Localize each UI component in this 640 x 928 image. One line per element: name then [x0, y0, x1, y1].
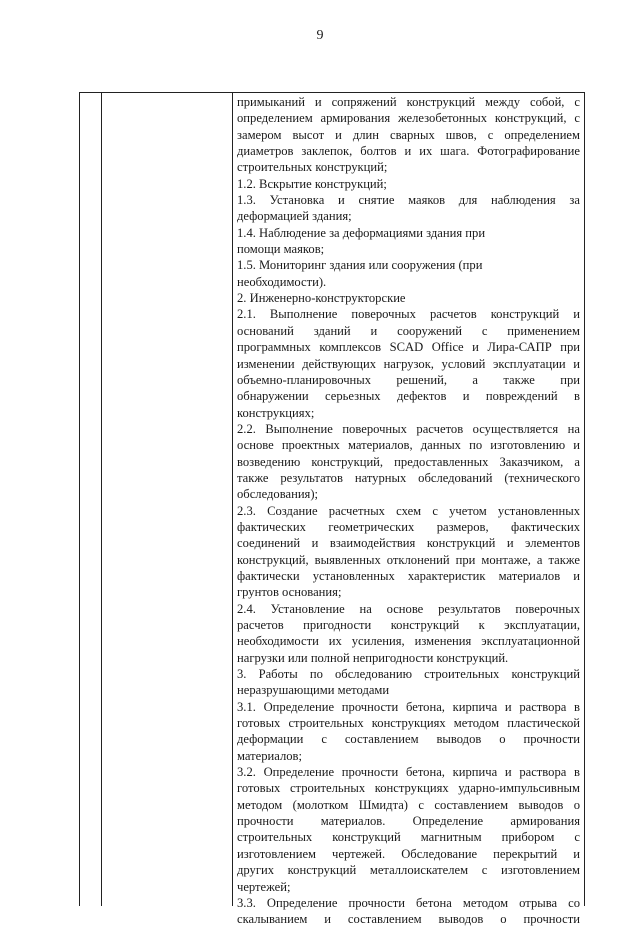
text-line: 1.3. Установка и снятие маяков для наблюдения за: [237, 193, 580, 208]
text-line: 3.3. Определение прочности бетона методом отрыва со: [237, 895, 580, 910]
text-line: 2.3. Создание расчетных схем с учетом установленных: [237, 503, 580, 518]
text-line: нагрузки или полной непригодности конструкций.: [237, 650, 509, 665]
text-line: помощи маяков;: [237, 242, 325, 257]
text-line: примыканий и сопряжений конструкций между собой, с: [237, 95, 580, 109]
text-line: возведению конструкций, предоставленных Заказчиком, а: [237, 454, 580, 469]
text-line: других конструкций металлоискателем с изготовлением: [237, 863, 580, 878]
text-line: деформации с составлением выводов о прочности: [237, 732, 580, 747]
text-line: необходимости).: [237, 274, 327, 289]
text-line: неразрушающими методами: [237, 683, 390, 698]
text-line: грунтов основания;: [237, 585, 342, 600]
text-line: строительных конструкций;: [237, 160, 388, 175]
text-line: основе проектных материалов, данных по изготовлению и: [237, 438, 580, 453]
text-line: фактических геометрических размеров, фактических: [237, 519, 580, 534]
document-table: [79, 92, 585, 927]
text-line: 1.5. Мониторинг здания или сооружения (при: [237, 258, 483, 273]
text-line: 3.1. Определение прочности бетона, кирпича и раствора в: [237, 699, 580, 714]
text-line: программных комплексов SCAD Office и Лира-САПР при: [237, 340, 580, 355]
text-line: замером высот и длин сварных швов, с определением: [237, 127, 580, 142]
text-line: 1.4. Наблюдение за деформациями здания при: [237, 225, 486, 240]
text-line: готовых строительных конструкциях методом пластической: [237, 716, 580, 731]
text-line: оснований зданий и сооружений с применением: [237, 323, 580, 338]
text-line: прочности материалов. Определение армирования: [237, 814, 580, 829]
text-line: соединений и взаимодействия конструкций и элементов: [237, 536, 580, 551]
text-line: конструкциях;: [237, 405, 315, 420]
text-line: деформацией здания;: [237, 209, 352, 224]
text-line: материалов;: [237, 748, 303, 763]
text-line: также результатов натурных обследований (технического: [237, 470, 580, 485]
text-line: обследования);: [237, 487, 319, 502]
text-line: объемно-планировочных решений, а также при: [237, 372, 580, 387]
text-line: необходимости их усиления, изменения эксплуатационной: [237, 634, 580, 649]
text-line: 2.4. Установление на основе результатов поверочных: [237, 601, 580, 616]
table-cell-text: [237, 94, 580, 928]
text-line: определением армирования железобетонных конструкций, с: [237, 111, 580, 126]
text-line: изменении действующих нагрузок, условий эксплуатации и: [237, 356, 580, 371]
text-line: 2.1. Выполнение поверочных расчетов конструкций и: [237, 307, 580, 322]
text-line: 3.2. Определение прочности бетона, кирпича и раствора в: [237, 765, 580, 780]
text-line: методом (молотком Шмидта) с составлением выводов о: [237, 797, 580, 812]
text-line: 2. Инженерно-конструкторские: [237, 291, 406, 306]
text-line: 2.2. Выполнение поверочных расчетов осуществляется на: [237, 421, 580, 436]
page-number: 9: [316, 28, 324, 43]
text-line: расчетов пригодности конструкций к эксплуатации,: [237, 618, 580, 632]
text-line: готовых строительных конструкциях ударно-импульсивным: [237, 781, 580, 796]
column-divider-1: [101, 93, 102, 906]
text-line: 1.2. Вскрытие конструкций;: [237, 176, 387, 191]
text-line: чертежей;: [237, 879, 291, 894]
text-line: обнаружении серьезных дефектов и повреждений в: [237, 389, 580, 404]
text-line: 3. Работы по обследованию строительных конструкций: [237, 667, 580, 682]
text-line: строительных конструкций магнитным прибором с: [237, 830, 580, 845]
text-line: изготовлением чертежей. Обследование перекрытий и: [237, 846, 580, 861]
text-line: конструкций, выявленных отклонений при монтаже, а также: [237, 552, 580, 567]
text-line: скалыванием и составлением выводов о прочности: [237, 912, 580, 927]
text-line: диаметров заклепок, болтов и их шага. Фотографирование: [237, 144, 580, 159]
column-divider-2: [232, 93, 233, 906]
text-line: фактически установленных характеристик материалов и: [237, 568, 580, 583]
